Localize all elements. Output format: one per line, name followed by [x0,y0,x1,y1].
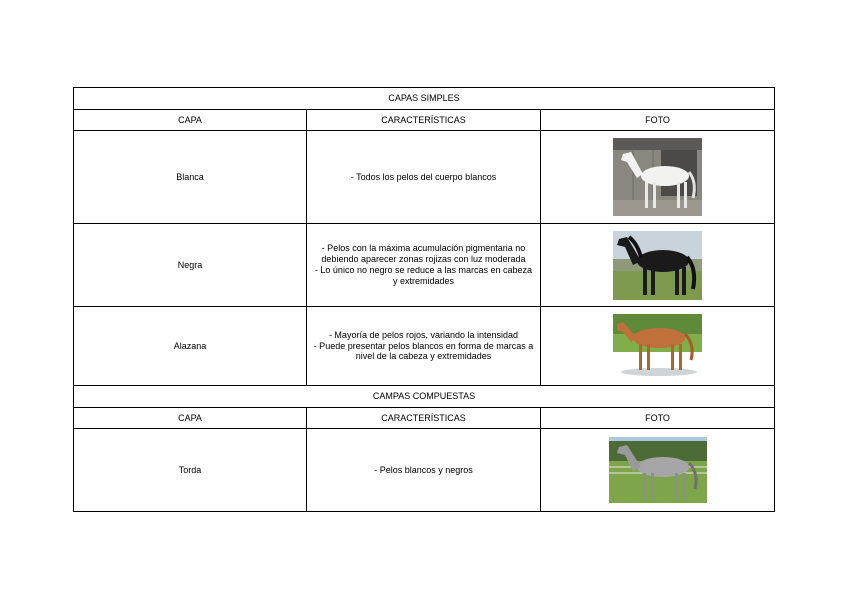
caracteristica-line: - Pelos blancos y negros [374,464,473,475]
caracteristica-line: y extremidades [392,275,455,286]
white-horse-photo [613,138,702,216]
grey-horse-photo [609,437,707,503]
compound-section-title-row [74,386,775,408]
table-row [74,131,775,224]
chestnut-horse-photo [613,314,702,378]
caracteristica-line: nivel de la cabeza y extremidades [355,351,492,362]
caracteristicas-cell [307,307,541,386]
foto-cell [541,131,775,224]
foto-cell [541,429,775,512]
caracteristica-line: - Todos los pelos del cuerpo blancos [350,171,497,182]
table-row [74,307,775,386]
simple-section-title-row [74,88,775,110]
caracteristica-line: debiendo aparecer zonas rojizas con luz moderada [321,254,526,265]
header-capa: CAPA [74,408,307,429]
capa-name: Negra [74,224,307,307]
capa-name: Blanca [74,131,307,224]
caracteristicas-cell [307,429,541,512]
table-row [74,224,775,307]
compound-header-row [74,408,775,429]
caracteristica-line: - Puede presentar pelos blancos en forma de marcas a [313,340,534,351]
caracteristica-line: - Lo único no negro se reduce a las marcas en cabeza [314,265,533,275]
header-caracteristicas: CARACTERÍSTICAS [307,408,541,429]
caracteristicas-cell [307,131,541,224]
caracteristica-line: - Mayoría de pelos rojos, variando la intensidad [328,329,519,340]
caracteristica-line: - Pelos con la máxima acumulación pigmentaria no [321,243,526,254]
header-capa: CAPA [74,110,307,131]
header-caracteristicas: CARACTERÍSTICAS [307,110,541,131]
black-horse-photo [613,231,702,300]
foto-cell [541,224,775,307]
capa-name: Alazana [74,307,307,386]
foto-cell [541,307,775,386]
table-row [74,429,775,512]
horse-coats-table [73,87,775,512]
header-foto: FOTO [541,110,775,131]
capa-name: Torda [74,429,307,512]
header-foto: FOTO [541,408,775,429]
simple-section-title: CAPAS SIMPLES [74,88,775,110]
caracteristicas-cell [307,224,541,307]
compound-section-title: CAMPAS COMPUESTAS [74,386,775,408]
simple-header-row [74,110,775,131]
